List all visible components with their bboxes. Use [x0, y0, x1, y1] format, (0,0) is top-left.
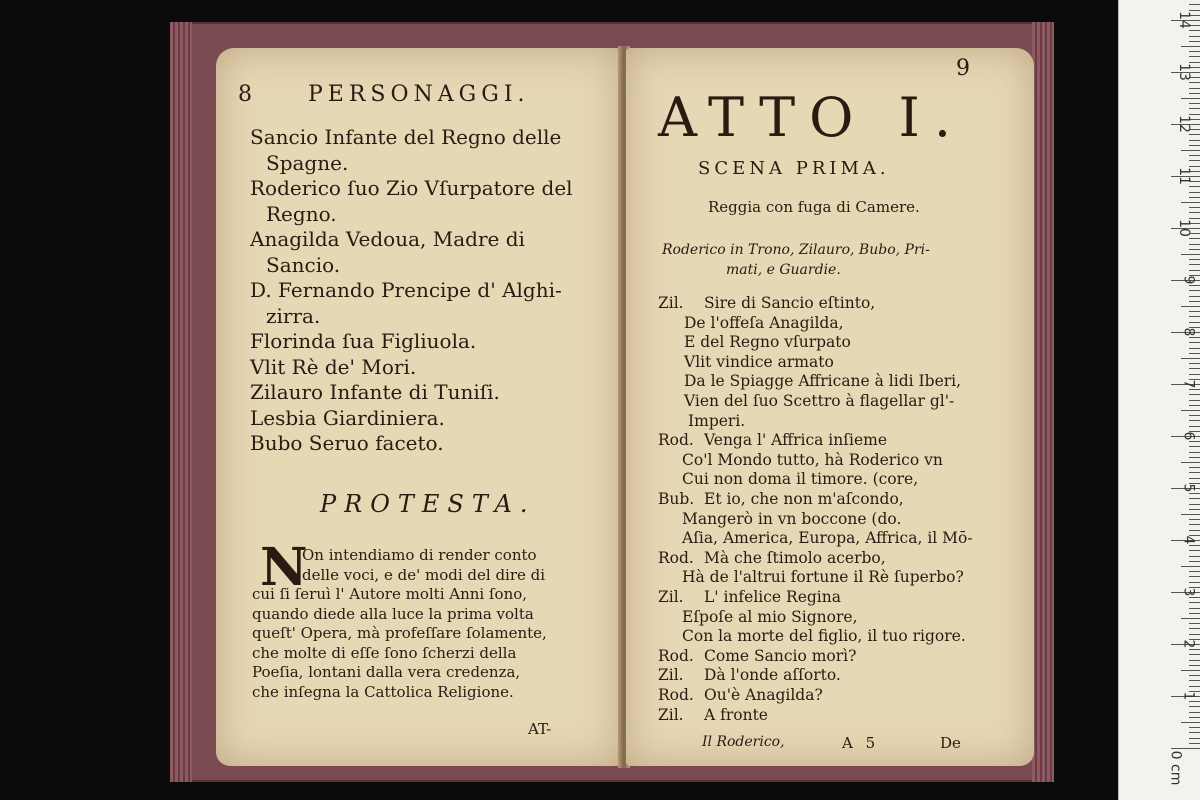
ruler-tick — [1181, 254, 1200, 255]
character-line: Spagne. — [266, 150, 349, 175]
ruler-tick — [1181, 358, 1200, 359]
ruler-tick — [1189, 524, 1200, 525]
ruler-tick — [1189, 41, 1200, 42]
verse-line: E del Regno vſurpato — [684, 333, 851, 352]
ruler-tick — [1189, 597, 1200, 598]
speaker-label: Zil. — [658, 588, 684, 606]
ruler-tick — [1189, 301, 1200, 302]
ruler-number: 10 — [1176, 219, 1193, 237]
ruler-tick — [1189, 389, 1200, 390]
verse-line: Mangerò in vn boccone (do. — [682, 509, 902, 528]
ruler-tick — [1189, 665, 1200, 666]
verse-line: Dà l'onde aſſorto. — [704, 666, 841, 685]
verse-line: De l'offeſa Anagilda, — [684, 313, 844, 332]
ruler-tick — [1181, 566, 1200, 567]
ruler-number: 14 — [1176, 11, 1193, 29]
ruler-tick — [1189, 145, 1200, 146]
ruler-tick — [1181, 202, 1200, 203]
character-line: Florinda ſua Figliuola. — [250, 329, 477, 353]
ruler-tick — [1189, 244, 1200, 245]
speaker-label: Rod. — [658, 686, 694, 704]
ruler-tick — [1189, 311, 1200, 312]
left-page-number: 8 — [238, 82, 252, 107]
left-catchword: AT- — [528, 720, 552, 738]
ruler-tick — [1189, 207, 1200, 208]
ruler-tick — [1189, 446, 1200, 447]
ruler-number: 6 — [1180, 431, 1197, 441]
verse-line: Con la morte del figlio, il tuo rigore. — [682, 627, 966, 646]
personaggi-heading: PERSONAGGI. — [308, 82, 530, 107]
ruler-tick — [1189, 296, 1200, 297]
verse-line: Co'l Mondo tutto, hà Roderico vn — [682, 450, 943, 469]
ruler-tick — [1189, 706, 1200, 707]
ruler-tick — [1189, 186, 1200, 187]
ruler-tick — [1189, 4, 1200, 5]
ruler-tick — [1189, 509, 1200, 510]
character-line: Vlit Rè de' Mori. — [250, 354, 417, 379]
right-page-edges — [1032, 22, 1054, 782]
ruler-number: 8 — [1180, 327, 1197, 337]
ruler-tick — [1189, 686, 1200, 687]
right-page — [626, 48, 1034, 766]
ruler-number: 4 — [1180, 535, 1197, 545]
ruler-unit-label: 0 cm — [1167, 750, 1184, 786]
ruler-tick — [1189, 108, 1200, 109]
ruler-tick — [1189, 649, 1200, 650]
protesta-line: quando diede alla luce la prima volta — [252, 604, 534, 623]
ruler-tick — [1189, 727, 1200, 728]
character-line: Zilauro Infante di Tuniſi. — [250, 380, 500, 404]
verse-line: Come Sancio morì? — [704, 646, 857, 665]
ruler-number: 7 — [1180, 379, 1197, 389]
speaker-label: Bub. — [658, 490, 695, 508]
verse-line: Aſia, America, Europa, Affrica, il Mō- — [682, 529, 973, 548]
verse-line: Sire di Sancio eſtinto, — [704, 294, 876, 312]
ruler-tick — [1189, 467, 1200, 468]
ruler-tick — [1181, 670, 1200, 671]
protesta-line: delle voci, e de' modi del dire di — [302, 565, 546, 584]
left-page — [216, 48, 620, 766]
ruler-tick — [1189, 140, 1200, 141]
character-line: D. Fernando Prencipe d' Alghi- — [250, 278, 562, 302]
speaker-label: Zil. — [658, 705, 684, 724]
ruler-tick — [1189, 441, 1200, 442]
ruler-tick — [1189, 660, 1200, 661]
ruler-tick — [1189, 717, 1200, 718]
ruler-tick — [1181, 410, 1200, 411]
ruler-tick — [1181, 306, 1200, 307]
verse-line: Et io, che non m'aſcondo, — [704, 490, 904, 508]
character-line: Sancio Infante del Regno delle — [250, 125, 562, 149]
ruler-tick — [1189, 160, 1200, 161]
ruler-tick — [1189, 212, 1200, 213]
signature-mark: A 5 — [842, 734, 880, 752]
ruler-tick — [1189, 103, 1200, 104]
character-line: Sancio. — [266, 252, 341, 277]
ruler-number: 9 — [1180, 275, 1197, 285]
ruler-tick — [1189, 675, 1200, 676]
ruler-tick — [1189, 556, 1200, 557]
ruler-tick — [1189, 36, 1200, 37]
ruler-tick — [1189, 82, 1200, 83]
running-footer: Il Roderico, — [702, 734, 785, 750]
ruler-tick — [1189, 680, 1200, 681]
ruler-tick — [1189, 550, 1200, 551]
ruler-tick — [1189, 457, 1200, 458]
verse-line: Cui non doma il timore. (core, — [682, 470, 919, 489]
ruler-tick — [1189, 88, 1200, 89]
ruler-tick — [1189, 249, 1200, 250]
ruler-tick — [1181, 722, 1200, 723]
ruler-tick — [1189, 634, 1200, 635]
ruler-tick — [1189, 426, 1200, 427]
speaker-label: Rod. — [658, 431, 694, 450]
ruler-tick — [1189, 504, 1200, 505]
ruler-tick — [1189, 394, 1200, 395]
ruler-tick — [1189, 374, 1200, 375]
verse-line: Hà de l'altrui fortune il Rè ſuperbo? — [682, 568, 964, 587]
ruler-tick — [1189, 472, 1200, 473]
ruler-tick — [1189, 134, 1200, 135]
ruler-tick — [1189, 192, 1200, 193]
protesta-line: cui ſi ſeruì l' Autore molti Anni ſono, — [252, 585, 528, 603]
ruler-tick — [1181, 150, 1200, 151]
ruler-tick — [1189, 93, 1200, 94]
protesta-line: che inſegna la Cattolica Religione. — [252, 682, 514, 701]
ruler-tick — [1189, 368, 1200, 369]
ruler-tick — [1189, 56, 1200, 57]
verse-line: L' infelice Regina — [704, 588, 841, 606]
ruler-tick — [1189, 197, 1200, 198]
speaker-label: Rod. — [658, 548, 694, 567]
speaker-label: Rod. — [658, 646, 694, 665]
ruler-tick — [1189, 348, 1200, 349]
ruler-tick — [1189, 628, 1200, 629]
speaker-label: Zil. — [658, 666, 684, 685]
ruler-tick — [1189, 608, 1200, 609]
ruler-tick — [1181, 462, 1200, 463]
ruler-tick — [1189, 654, 1200, 655]
ruler-number: 5 — [1180, 483, 1197, 493]
ruler-tick — [1189, 264, 1200, 265]
verse-line: A fronte — [704, 705, 768, 724]
ruler-tick — [1189, 452, 1200, 453]
ruler-tick — [1189, 712, 1200, 713]
ruler-tick — [1189, 285, 1200, 286]
stage-direction-1: Roderico in Trono, Zilauro, Bubo, Pri- — [662, 242, 930, 258]
ruler-tick — [1189, 30, 1200, 31]
ruler-tick — [1189, 602, 1200, 603]
ruler-tick — [1189, 155, 1200, 156]
protesta-title: PROTESTA. — [320, 490, 536, 518]
character-line: zirra. — [266, 303, 321, 328]
right-catchword: De — [940, 734, 961, 752]
ruler-tick — [1189, 738, 1200, 739]
ruler-tick — [1181, 46, 1200, 47]
ruler-tick — [1181, 618, 1200, 619]
ruler-tick — [1189, 337, 1200, 338]
ruler-number: 2 — [1180, 639, 1197, 649]
ruler-tick — [1189, 571, 1200, 572]
setting-line: Reggia con fuga di Camere. — [708, 198, 920, 216]
measuring-ruler — [1118, 0, 1200, 800]
ruler-tick — [1189, 478, 1200, 479]
ruler-tick — [1189, 732, 1200, 733]
ruler-tick — [1189, 576, 1200, 577]
ruler-number: 1 — [1180, 691, 1197, 701]
character-line: Lesbia Giardiniera. — [250, 405, 445, 430]
ruler-tick — [1189, 51, 1200, 52]
protesta-line: che molte di eſſe ſono ſcherzi della — [252, 643, 517, 662]
right-page-number: 9 — [956, 56, 970, 81]
character-line: Bubo Seruo faceto. — [250, 431, 444, 455]
ruler-tick — [1171, 748, 1200, 749]
ruler-tick — [1189, 613, 1200, 614]
verse-line: Vien del ſuo Scettro à flagellar gl'- — [684, 392, 955, 410]
ruler-tick — [1189, 582, 1200, 583]
verse-line: Ou'è Anagilda? — [704, 686, 823, 704]
scena-title: SCENA PRIMA. — [698, 158, 890, 179]
speaker-label: Zil. — [658, 294, 684, 312]
left-page-edges — [170, 22, 192, 782]
ruler-tick — [1189, 316, 1200, 317]
ruler-tick — [1189, 353, 1200, 354]
ruler-tick — [1189, 545, 1200, 546]
verse-line: Eſpoſe al mio Signore, — [682, 607, 858, 626]
atto-title: ATTO I. — [658, 86, 966, 149]
ruler-number: 13 — [1176, 63, 1193, 81]
verse-line: Da le Spiagge Affricane à lidi Iberi, — [684, 372, 962, 391]
ruler-tick — [1189, 530, 1200, 531]
ruler-tick — [1189, 701, 1200, 702]
ruler-tick — [1189, 561, 1200, 562]
drop-cap: N — [260, 537, 308, 598]
protesta-line: On intendiamo di render conto — [302, 546, 537, 564]
ruler-tick — [1189, 743, 1200, 744]
ruler-tick — [1189, 400, 1200, 401]
ruler-number: 11 — [1176, 167, 1193, 185]
character-line: Roderico ſuo Zio Vſurpatore del — [250, 176, 573, 200]
ruler-tick — [1189, 270, 1200, 271]
ruler-tick — [1189, 420, 1200, 421]
protesta-line: Poeſia, lontani dalla vera credenza, — [252, 663, 521, 681]
ruler-tick — [1189, 415, 1200, 416]
character-line: Regno. — [266, 201, 337, 226]
character-line: Anagilda Vedoua, Madre di — [250, 227, 525, 251]
ruler-tick — [1189, 493, 1200, 494]
ruler-tick — [1189, 405, 1200, 406]
ruler-tick — [1189, 259, 1200, 260]
ruler-tick — [1189, 290, 1200, 291]
verse-line: Vlit vindice armato — [684, 352, 834, 371]
verse-line: Imperi. — [688, 411, 746, 430]
stage-direction-2: mati, e Guardie. — [726, 262, 841, 278]
ruler-tick — [1189, 363, 1200, 364]
verse-line: Mà che ſtimolo acerbo, — [704, 548, 886, 567]
ruler-tick — [1181, 98, 1200, 99]
ruler-tick — [1181, 514, 1200, 515]
ruler-number: 3 — [1180, 587, 1197, 597]
ruler-tick — [1189, 623, 1200, 624]
protesta-line: queſt' Opera, mà profeſſare ſolamente, — [252, 624, 547, 642]
ruler-tick — [1189, 342, 1200, 343]
ruler-tick — [1189, 498, 1200, 499]
verse-line: Venga l' Affrica inſieme — [704, 431, 887, 450]
book-binding — [170, 22, 1054, 782]
ruler-tick — [1189, 519, 1200, 520]
ruler-tick — [1189, 238, 1200, 239]
ruler-tick — [1189, 322, 1200, 323]
ruler-number: 12 — [1176, 115, 1193, 133]
